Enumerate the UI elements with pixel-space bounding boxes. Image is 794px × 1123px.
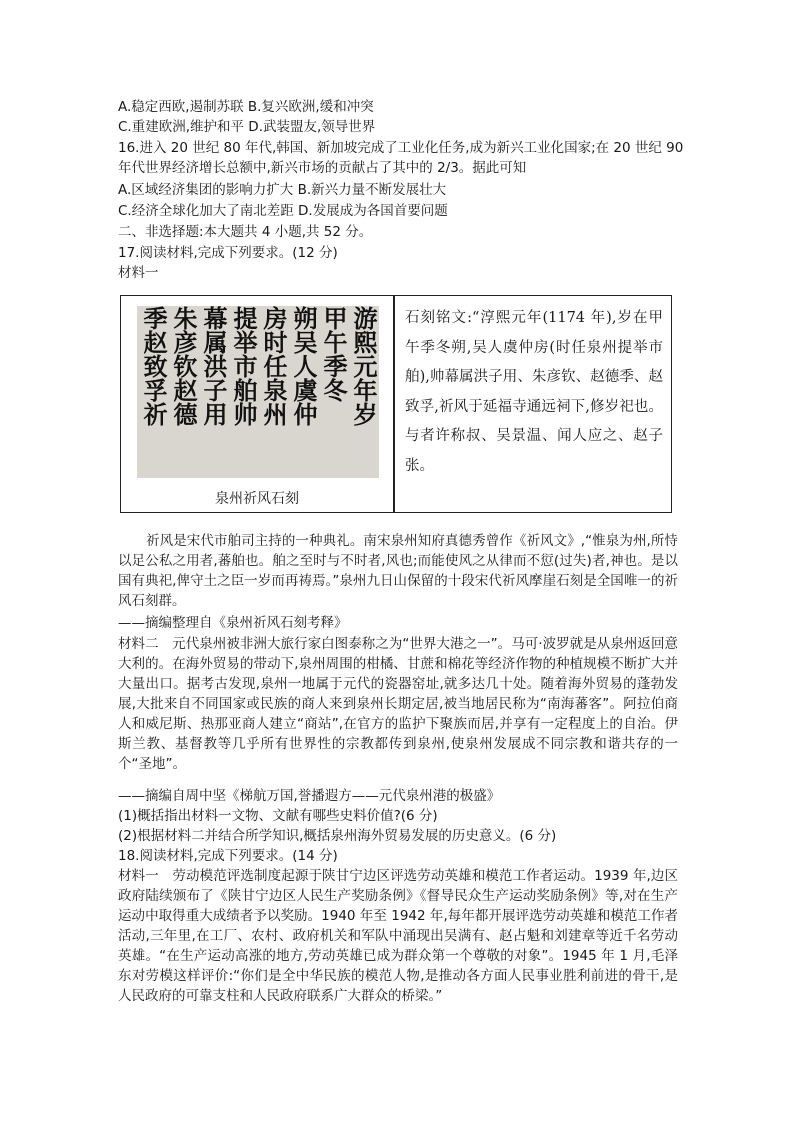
- inscription-text: 石刻铭文:“淳熙元年(1174 年),岁在甲午季冬朔,吴人虞仲房(时任泉州提举市舶),帅幕属洪子用、朱彦钦、赵德季、赵致孚,祈风于延福寺通远祠下,修岁祀也。与者许称叔、吴景温、闻人应之、赵子张。: [405, 310, 663, 474]
- q17-requirement-1: (1)概括指出材料一文物、文献有哪些史料价值?(6 分): [118, 808, 438, 824]
- q16-stem-line2: 年代世界经济增长总额中,新兴市场的贡献占了其中的 2/3。据此可知: [118, 160, 527, 176]
- q18-stem: 18.阅读材料,完成下列要求。(14 分): [118, 848, 338, 864]
- section2-heading: 二、非选择题:本大题共 4 小题,共 52 分。: [118, 224, 373, 240]
- q16-options-line2: C.经济全球化加大了南北差距 D.发展成为各国首要问题: [118, 203, 448, 219]
- rubbing-column: 提举市舶帅: [229, 306, 258, 426]
- rubbing-column: 朱彦钦赵德: [169, 306, 198, 426]
- q17-material1-paragraph: 祈风是宋代市舶司主持的一种典礼。南宋泉州知府真德秀曾作《祈风文》,“惟泉为州,所恃以足公私之用者,蕃舶也。舶之至时与不时者,风也;而能使风之从律而不愆(过失)者,神也。是以国有典祀,俾守土之臣一岁而再祷焉。”泉州九日山保留的十段宋代祈风摩崖石刻是全国唯一的祈风石刻群。: [118, 533, 678, 609]
- q17-material1-label: 材料一: [118, 265, 159, 281]
- q15-options-line1: A.稳定西欧,遏制苏联 B.复兴欧洲,缓和冲突: [118, 99, 374, 115]
- q17-material2-source: ——摘编自周中坚《梯航万国,誉播遐方——元代泉州港的极盛》: [118, 788, 501, 804]
- rubbing-column: 季赵致孚祈: [139, 306, 168, 426]
- rubbing-column: 甲午季冬: [319, 306, 348, 402]
- stone-rubbing-image: [137, 306, 379, 478]
- q17-material2-paragraph: 材料二 元代泉州被非洲大旅行家白图泰称之为“世界大港之一”。马可·波罗就是从泉州返回意大利的。在海外贸易的带动下,泉州周围的柑橘、甘蔗和棉花等经济作物的种植规模不断扩大并大量出口。据考古发现,泉州一地属于元代的瓷器窑址,就多达几十处。随着海外贸易的蓬勃发展,大批来自不同国家或民族的商人来到泉州长期定居,被当地居民称为“南海蕃客”。阿拉伯商人和威尼斯、热那亚商人建立“商站”,在官方的监护下聚族而居,并享有一定程度上的自治。伊斯兰教、基督教等几乎所有世界性的宗教都传到泉州,使泉州发展成不同宗教和谐共存的一个“圣地”。: [118, 636, 678, 772]
- stone-caption: 泉州祈风石刻: [215, 491, 299, 507]
- q16-options-line1: A.区域经济集团的影响力扩大 B.新兴力量不断发展壮大: [118, 182, 447, 198]
- rubbing-column: 幕属洪子用: [199, 306, 228, 426]
- q17-requirement-2: (2)根据材料二并结合所学知识,概括泉州海外贸易发展的历史意义。(6 分): [118, 828, 557, 844]
- table-divider: [393, 296, 395, 512]
- q15-options-line2: C.重建欧洲,维护和平 D.武装盟友,领导世界: [118, 119, 376, 135]
- q16-stem-line1: 16.进入 20 世纪 80 年代,韩国、新加坡完成了工业化任务,成为新兴工业化国家;在 20 世纪 90: [118, 140, 684, 156]
- q17-stem: 17.阅读材料,完成下列要求。(12 分): [118, 245, 338, 261]
- rubbing-column: 房时任泉州: [259, 306, 288, 426]
- material1-figure-table: [120, 295, 672, 513]
- rubbing-column: 朔吴人虞仲: [289, 306, 318, 426]
- rubbing-column: 游熙元年岁: [349, 306, 378, 426]
- q17-material1-source: ——摘编整理自《泉州祈风石刻考释》: [118, 615, 348, 631]
- q18-material1-paragraph: 材料一 劳动模范评选制度起源于陕甘宁边区评选劳动英雄和模范工作者运动。1939 年,边区政府陆续颁布了《陕甘宁边区人民生产奖励条例》《督导民众生产运动奖励条例》等,对在生产运动中取得重大成绩者予以奖励。1940 年至 1942 年,每年都开展评选劳动英雄和模范工作者活动,三年里,在工厂、农村、政府机关和军队中涌现出吴满有、赵占魁和刘建章等近千名劳动英雄。“在生产运动高涨的地方,劳动英雄已成为群众第一个尊敬的对象”。1945 年 1 月,毛泽东对劳模这样评价:“你们是全中华民族的模范人物,是推动各方面人民事业胜利前进的骨干,是人民政府的可靠支柱和人民政府联系广大群众的桥梁。”: [118, 868, 678, 1004]
